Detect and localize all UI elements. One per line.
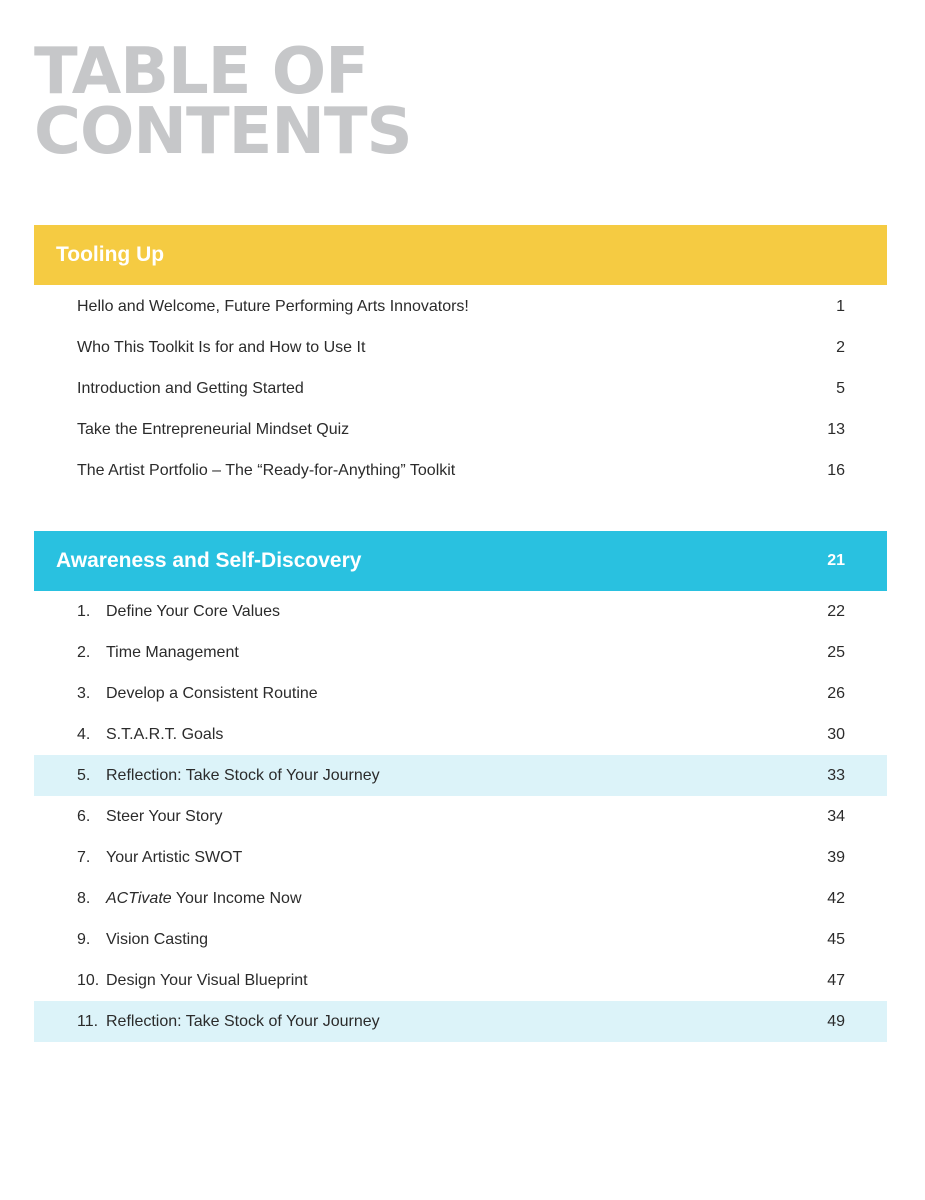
toc-entry[interactable] — [34, 919, 887, 960]
toc-entry[interactable] — [34, 837, 887, 878]
toc-entry-number: 5. — [77, 766, 91, 784]
toc-entry-number: 11. — [77, 1012, 99, 1030]
toc-entry-page: 30 — [827, 725, 845, 743]
toc-entry-label: Define Your Core Values — [106, 602, 281, 620]
page-title-line-2: CONTENTS — [34, 95, 412, 169]
toc-entry-number: 8. — [77, 889, 91, 907]
toc-entry-page: 22 — [827, 602, 845, 620]
toc-entry-number: 6. — [77, 807, 91, 825]
toc-entry-page: 33 — [827, 766, 845, 784]
toc-entry-page: 13 — [827, 420, 845, 438]
toc-entry-label: Time Management — [106, 643, 239, 661]
toc-entry[interactable] — [34, 714, 887, 755]
toc-entry-page: 39 — [827, 848, 845, 866]
section-awareness-self-discovery — [34, 531, 887, 1042]
toc-entry-page: 2 — [836, 338, 845, 356]
toc-entry-highlighted[interactable] — [34, 755, 887, 796]
toc-entry-page: 5 — [836, 379, 845, 397]
toc-entry[interactable] — [34, 796, 887, 837]
toc-entry-page: 16 — [827, 461, 845, 479]
toc-entry-label: Your Artistic SWOT — [106, 848, 243, 866]
section-tooling-up — [34, 225, 887, 491]
toc-entry-label: Vision Casting — [106, 930, 208, 948]
toc-entry-number: 1. — [77, 602, 91, 620]
toc-entry-label: Take the Entrepreneurial Mindset Quiz — [77, 420, 350, 438]
toc-entry-label: S.T.A.R.T. Goals — [106, 725, 224, 743]
toc-entry-page: 25 — [827, 643, 845, 661]
toc-entry-page: 1 — [836, 297, 845, 315]
section-header[interactable] — [34, 225, 887, 285]
toc-entry[interactable] — [34, 327, 887, 368]
toc-entry[interactable] — [34, 409, 887, 450]
section-page: 21 — [827, 552, 845, 569]
page-title — [34, 35, 412, 169]
page-title-line-1: TABLE OF — [34, 35, 368, 109]
toc-entry-label-italic: ACTivate — [106, 889, 172, 907]
section-header[interactable] — [34, 531, 887, 591]
toc-entry-number: 3. — [77, 684, 91, 702]
toc-entry-number: 9. — [77, 930, 91, 948]
toc-entry-label: Who This Toolkit Is for and How to Use It — [77, 338, 366, 356]
toc-entry-label: The Artist Portfolio – The “Ready-for-Anything” Toolkit — [77, 461, 456, 479]
toc-entry-label: Design Your Visual Blueprint — [106, 971, 308, 989]
toc-entry-page: 42 — [827, 889, 845, 907]
section-title: Awareness and Self-Discovery — [56, 549, 362, 572]
toc-entry[interactable] — [34, 878, 887, 919]
toc-entry-label: Reflection: Take Stock of Your Journey — [106, 1012, 380, 1030]
toc-entry-highlighted[interactable] — [34, 1001, 887, 1042]
toc-entry-number: 2. — [77, 643, 91, 661]
toc-entry-label: Introduction and Getting Started — [77, 379, 304, 397]
toc-entry-number: 4. — [77, 725, 91, 743]
toc-entry-page: 49 — [827, 1012, 845, 1030]
toc-entry[interactable] — [34, 673, 887, 714]
toc-entry-page: 26 — [827, 684, 845, 702]
toc-entry[interactable] — [34, 368, 887, 409]
toc-entry-page: 47 — [827, 971, 845, 989]
toc-entry-label: Reflection: Take Stock of Your Journey — [106, 766, 380, 784]
toc-entry-label: Steer Your Story — [106, 807, 223, 825]
toc-entry[interactable] — [34, 632, 887, 673]
toc-entry-number: 7. — [77, 848, 91, 866]
section-title: Tooling Up — [56, 243, 165, 266]
toc-entry-number: 10. — [77, 971, 100, 989]
toc-entry-label: Your Income Now — [171, 889, 302, 907]
toc-entry-label: Hello and Welcome, Future Performing Arts Innovators! — [77, 297, 469, 315]
toc-entry-page: 34 — [827, 807, 845, 825]
toc-entry[interactable] — [34, 450, 887, 491]
toc-entry[interactable] — [34, 286, 887, 327]
toc-entry-label: Develop a Consistent Routine — [106, 684, 318, 702]
toc-entry-page: 45 — [827, 930, 845, 948]
toc-entry[interactable] — [34, 960, 887, 1001]
toc-entry[interactable] — [34, 591, 887, 632]
